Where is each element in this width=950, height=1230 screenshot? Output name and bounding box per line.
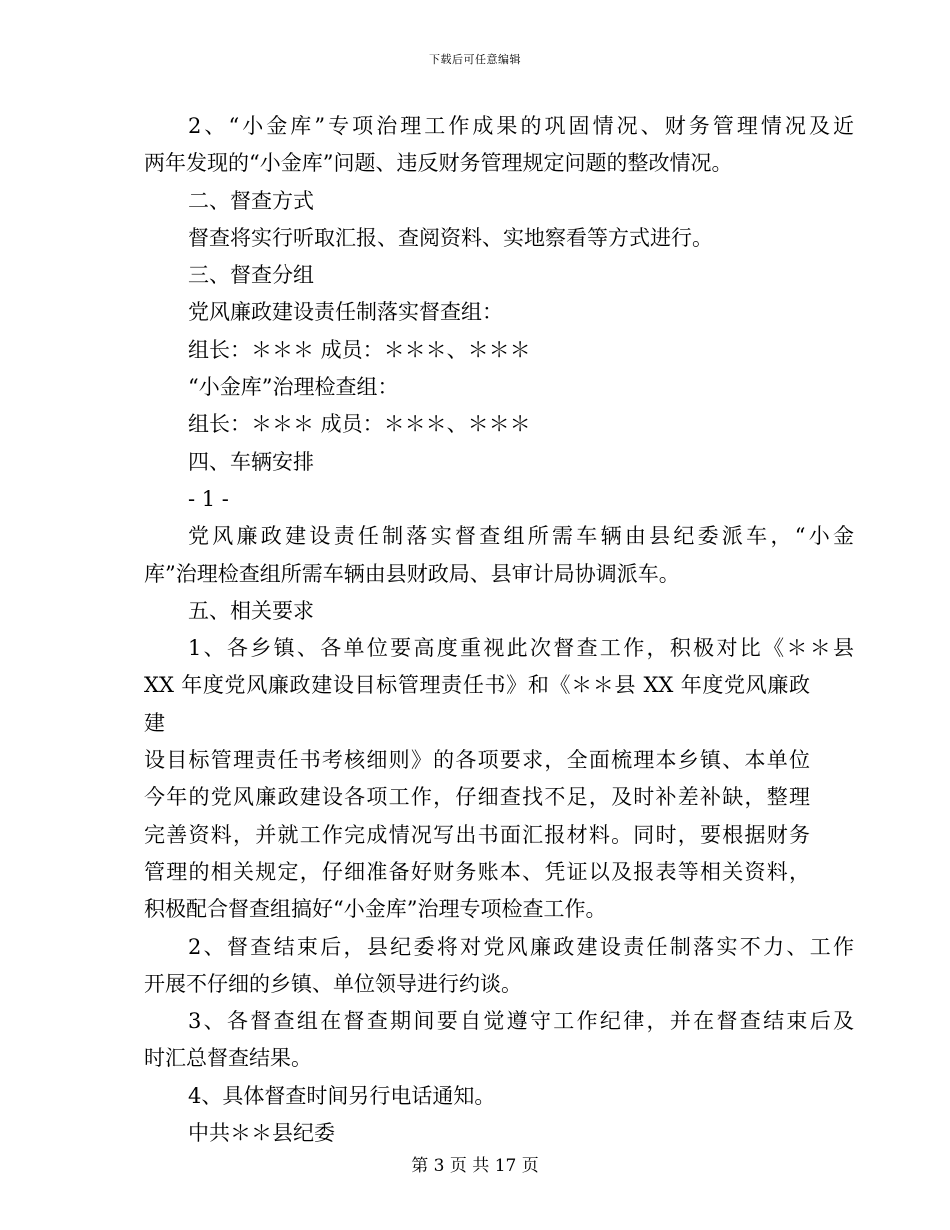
paragraph-line: 库”治理检查组所需车辆由县财政局、县审计局协调派车。 (144, 561, 680, 586)
section-heading: 二、督查方式 (188, 188, 314, 213)
paragraph-line: 组长：＊＊＊ 成员：＊＊＊、＊＊＊ (188, 412, 531, 437)
paragraph-line: 设目标管理责任书考核细则》的各项要求，全面梳理本乡镇、本单位 (144, 748, 810, 773)
paragraph-line: 两年发现的“小金库”问题、违反财务管理规定问题的整改情况。 (144, 151, 733, 176)
paragraph-line: 2、督查结束后，县纪委将对党风廉政建设责任制落实不力、工作 (188, 934, 854, 959)
paragraph-line: XX 年度党风廉政建设目标管理责任书》和《＊＊县 XX 年度党风廉政建 (144, 673, 810, 735)
inline-page-number: - 1 - (188, 486, 229, 511)
paragraph-line: 3、各督查组在督查期间要自觉遵守工作纪律，并在督查结束后及 (188, 1009, 854, 1034)
page-header: 下载后可任意编辑 (429, 53, 521, 66)
paragraph-line: 组长：＊＊＊ 成员：＊＊＊、＊＊＊ (188, 337, 531, 362)
paragraph-line: 督查将实行听取汇报、查阅资料、实地察看等方式进行。 (188, 225, 713, 250)
paragraph-line: 时汇总督查结果。 (144, 1046, 312, 1071)
section-heading: 四、车辆安排 (188, 449, 314, 474)
section-heading: 三、督查分组 (188, 263, 314, 288)
paragraph-line: 管理的相关规定，仔细准备好财务账本、凭证以及报表等相关资料， (144, 859, 810, 884)
paragraph-line: 积极配合督查组搞好“小金库”治理专项检查工作。 (144, 897, 607, 922)
signature-line: 中共＊＊县纪委 (188, 1121, 335, 1146)
paragraph-line: 完善资料，并就工作完成情况写出书面汇报材料。同时，要根据财务 (144, 822, 810, 847)
section-heading: 五、相关要求 (188, 598, 314, 623)
paragraph-line: 党风廉政建设责任制落实督查组所需车辆由县纪委派车，“小金 (188, 524, 854, 549)
paragraph-line: “小金库”治理检查组： (188, 375, 399, 400)
paragraph-line: 党风廉政建设责任制落实督查组： (188, 300, 503, 325)
paragraph-line: 今年的党风廉政建设各项工作，仔细查找不足，及时补差补缺，整理 (144, 785, 810, 810)
paragraph-line: 开展不仔细的乡镇、单位领导进行约谈。 (144, 971, 522, 996)
document-body (144, 108, 854, 1152)
page-footer: 第 3 页 共 17 页 (411, 1156, 539, 1176)
paragraph-line: 1、各乡镇、各单位要高度重视此次督查工作，积极对比《＊＊县 (188, 636, 854, 661)
paragraph-line: 4、具体督查时间另行电话通知。 (188, 1083, 496, 1108)
paragraph-line: 2、“小金库”专项治理工作成果的巩固情况、财务管理情况及近 (188, 114, 854, 138)
